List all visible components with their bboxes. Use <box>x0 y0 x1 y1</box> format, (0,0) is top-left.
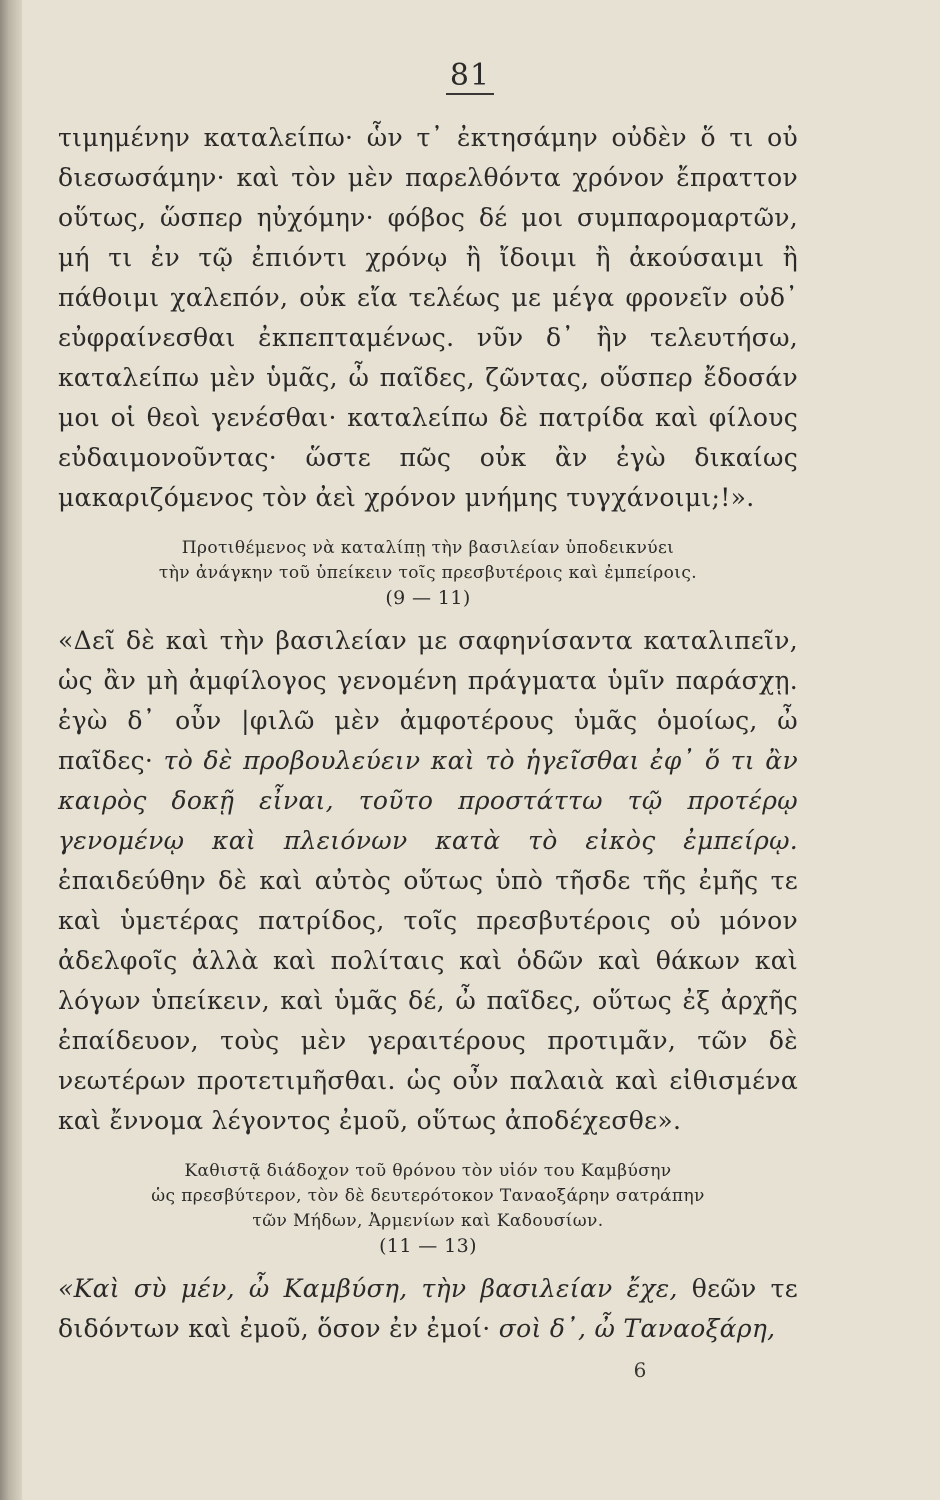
page-content <box>58 118 798 1349</box>
paragraph-3-italic-1: «Καὶ σὺ μέν, ὦ Καμβύση, τὴν βασιλείαν ἔχε, <box>58 1274 678 1303</box>
paragraph-2-italic: τὸ δὲ προβουλεύειν καὶ τὸ ἡγεῖσθαι ἐφ᾽ ὅ τι ἂν καιρὸς δοκῇ εἶναι, τοῦτο προστάττω τῷ προτέρῳ γενομένῳ καὶ πλειόνων κατὰ τὸ εἰκὸς ἐμπείρῳ. <box>58 746 798 855</box>
printer-signature-mark: 6 <box>633 1358 647 1382</box>
paragraph-2-end: ἐπαιδεύθην δὲ καὶ αὐτὸς οὕτως ὑπὸ τῆσδε τῆς ἐμῆς τε καὶ ὑμετέρας πατρίδος, τοῖς πρεσβυτέροις οὐ μόνον ἀδελφοῖς ἀλλὰ καὶ πολίταις καὶ ὁδῶν καὶ θάκων καὶ λόγων ὑπείκειν, καὶ ὑμᾶς δέ, ὦ παῖδες, οὕτως ἐξ ἀρχῆς ἐπαίδευον, τοὺς μὲν γεραιτέρους προτιμᾶν, τῶν δὲ νεωτέρων προτετιμῆσθαι. ὡς οὖν παλαιὰ καὶ εἰθισμένα καὶ ἔννομα λέγοντος ἐμοῦ, οὕτως ἀποδέχεσθε». <box>58 866 798 1135</box>
paragraph-3-italic-2: σοὶ δ᾽, ὦ Ταναοξάρη, <box>498 1314 776 1343</box>
summary-2-line-2: ὡς πρεσβύτερον, τὸν δὲ δευτερότοκον Ταναοξάρην σατράπην <box>151 1186 705 1206</box>
page-binding-shadow <box>0 0 22 1500</box>
paragraph-3-plain: θεῶν τε διδόντων καὶ ἐμοῦ, ὅσον ἐν ἐμοί· <box>58 1274 798 1343</box>
paragraph-1: τιμημένην καταλείπω· ὧν τ᾽ ἐκτησάμην οὐδὲν ὅ τι οὐ διεσωσάμην· καὶ τὸν μὲν παρελθόντα χρόνον ἔπραττον οὕτως, ὥσπερ ηὐχόμην· φόβος δέ μοι συμπαρομαρτῶν, μή τι ἐν τῷ ἐπιόντι χρόνῳ ἢ ἴδοιμι ἢ ἀκούσαιμι ἢ πάθοιμι χαλεπόν, οὐκ εἴα τελέως με μέγα φρονεῖν οὐδ᾽ εὐφραίνεσθαι ἐκπεπταμένως. νῦν δ᾽ ἢν τελευτήσω, καταλείπω μὲν ὑμᾶς, ὦ παῖδες, ζῶντας, οὕσπερ ἔδοσάν μοι οἱ θεοὶ γενέσθαι· καταλείπω δὲ πατρίδα καὶ φίλους εὐδαιμονοῦντας· ὥστε πῶς οὐκ ἂν ἐγὼ δικαίως μακαριζόμενος τὸν ἀεὶ χρόνον μνήμης τυγχάνοιμι;!». <box>58 123 798 512</box>
paragraph-3 <box>58 1269 798 1349</box>
summary-2-line-3: τῶν Μήδων, Ἀρμενίων καὶ Καδουσίων. <box>252 1211 604 1231</box>
marginal-summary-2 <box>58 1159 798 1259</box>
summary-2-line-1: Καθιστᾷ διάδοχον τοῦ θρόνου τὸν υἱόν του Καμβύσην <box>184 1161 672 1181</box>
marginal-summary-1 <box>58 536 798 611</box>
paragraph-2-start: «Δεῖ δὲ καὶ τὴν βασιλείαν με σαφηνίσαντα καταλιπεῖν, ὡς ἂν μὴ ἀμφίλογος γενομένη πράγματα ὑμῖν παράσχῃ. ἐγὼ δ᾽ οὖν |φιλῶ μὲν ἀμφοτέρους ὑμᾶς ὁμοίως, ὦ παῖδες· <box>58 626 798 775</box>
summary-1-line-1: Προτιθέμενος νὰ καταλίπῃ τὴν βασιλείαν ὑποδεικνύει <box>181 538 675 558</box>
summary-1-reference: (9 — 11) <box>385 587 471 609</box>
summary-1-line-2: τὴν ἀνάγκην τοῦ ὑπείκειν τοῖς πρεσβυτέροις καὶ ἐμπείροις. <box>158 563 698 583</box>
paragraph-2 <box>58 621 798 1141</box>
page-number-text: 81 <box>446 58 494 95</box>
page-number <box>0 58 940 93</box>
summary-2-reference: (11 — 13) <box>379 1235 477 1257</box>
